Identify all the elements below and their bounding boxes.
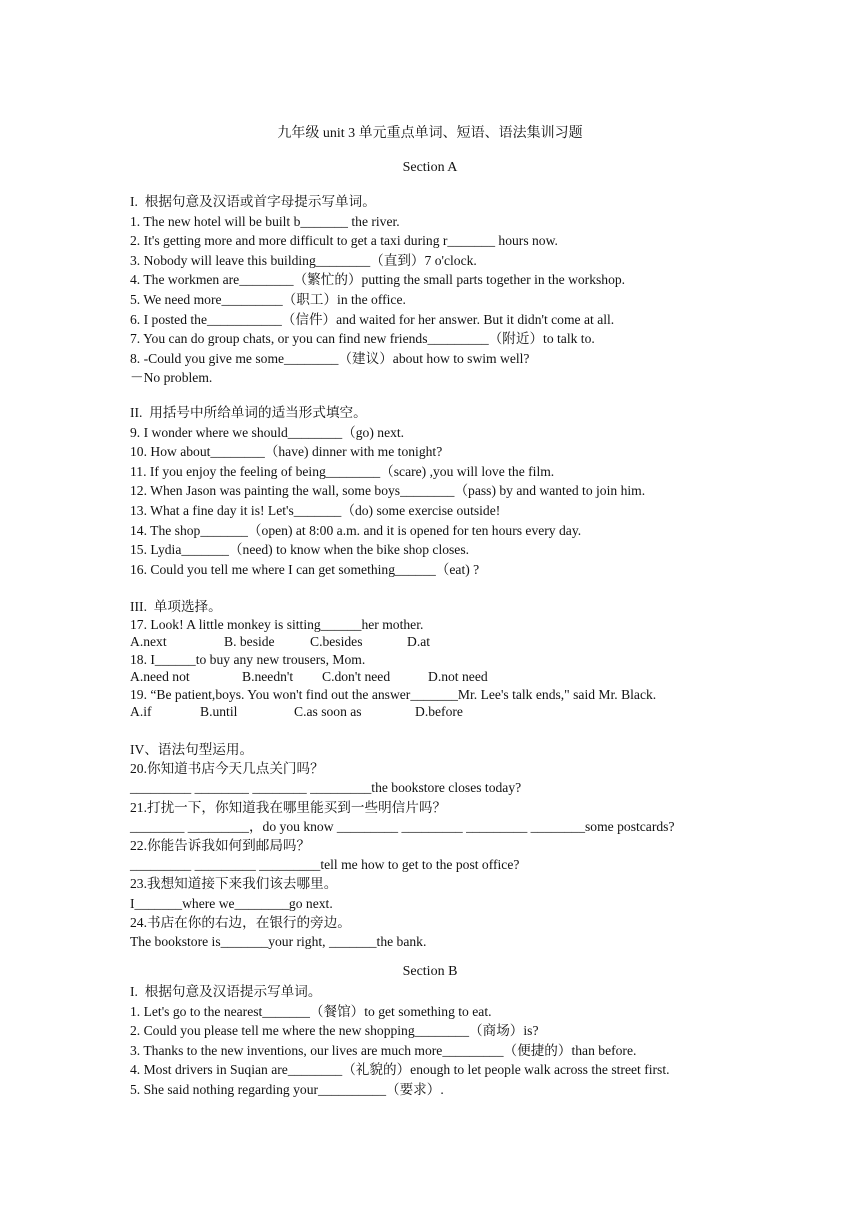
option: A.need not: [130, 669, 190, 684]
question-stem: 19. “Be patient,boys. You won't find out the answer_______Mr. Lee's talk ends," said Mr. Black.: [130, 686, 657, 702]
options-row: [130, 633, 750, 651]
option: D.at: [407, 634, 431, 649]
answer-line: _________ _________ _________tell me how to get to the post office?: [130, 857, 520, 873]
answer-line: _________ ________ ________ _________the bookstore closes today?: [130, 780, 522, 796]
part-heading: I. 根据句意及汉语提示写单词。: [130, 984, 322, 999]
option: A.next: [130, 634, 167, 649]
part-heading: I. 根据句意及汉语或首字母提示写单词。: [130, 194, 376, 209]
section-a-part4: [130, 740, 750, 951]
section-a-heading: Section A: [402, 160, 458, 175]
options-row: [130, 668, 750, 686]
section-b-part1: [130, 982, 750, 1100]
question-stem: 18. I______to buy any new trousers, Mom.: [130, 651, 366, 667]
answer-line: The bookstore is_______your right, _______the bank.: [130, 934, 427, 950]
option: B.needn't: [242, 669, 294, 684]
prompt-line: 22.你能告诉我如何到邮局吗？: [130, 838, 311, 854]
exercise-item: 1. The new hotel will be built b_______ the river.: [130, 213, 400, 229]
exercise-item: 9. I wonder where we should________（go) next.: [130, 424, 405, 440]
option: D.not need: [428, 669, 488, 684]
exercise-item: 3. Nobody will leave this building________（直到）7 o'clock.: [130, 252, 477, 268]
section-a-part3: [130, 598, 750, 721]
exercise-item: 4. Most drivers in Suqian are________（礼貌的）enough to let people walk across the street first.: [130, 1062, 670, 1078]
part-heading: IV、语法句型运用。: [130, 742, 254, 757]
exercise-item: 13. What a fine day it is! Let's_______（do) some exercise outside!: [130, 502, 501, 518]
prompt-line: 20.你知道书店今天几点关门吗？: [130, 761, 324, 777]
question-stem: 17. Look! A little monkey is sitting______her mother.: [130, 616, 424, 632]
prompt-line: 23.我想知道接下来我们该去哪里。: [130, 876, 338, 892]
exercise-item: 2. Could you please tell me where the new shopping________（商场）is?: [130, 1023, 539, 1039]
part-heading: III. 单项选择。: [130, 599, 222, 614]
exercise-item: 1. Let's go to the nearest_______（餐馆）to get something to eat.: [130, 1003, 492, 1019]
exercise-item: 14. The shop_______（open) at 8:00 a.m. and it is opened for ten hours every day.: [130, 522, 582, 538]
exercise-item: 7. You can do group chats, or you can find new friends_________（附近）to talk to.: [130, 331, 595, 347]
option: D.before: [415, 704, 463, 719]
exercise-item: 3. Thanks to the new inventions, our lives are much more_________（便捷的）than before.: [130, 1042, 637, 1058]
option: A.if: [130, 704, 152, 719]
section-a-part1: [130, 192, 750, 388]
document-title: 九年级 unit 3 单元重点单词、短语、语法集训习题: [277, 126, 583, 141]
option: C.don't need: [322, 669, 391, 684]
exercise-item: 4. The workmen are________（繁忙的）putting the small parts together in the workshop.: [130, 272, 626, 288]
exercise-item: 12. When Jason was painting the wall, some boys________（pass) by and wanted to join him.: [130, 483, 646, 499]
exercise-item: －No problem.: [130, 370, 213, 386]
option: B. beside: [224, 634, 275, 649]
option: B.until: [200, 704, 238, 719]
exercise-item: 15. Lydia_______（need) to know when the bike shop closes.: [130, 542, 470, 558]
answer-line: I_______where we________go next.: [130, 895, 333, 911]
exercise-item: 6. I posted the___________（信件）and waited for her answer. But it didn't come at all.: [130, 311, 615, 327]
answer-line: ________ _________，do you know _________ _________ _________ ________some postcards?: [130, 818, 675, 834]
prompt-line: 24.书店在你的右边，在银行的旁边。: [130, 914, 351, 930]
prompt-line: 21.打扰一下，你知道我在哪里能买到一些明信片吗？: [130, 799, 447, 815]
options-row: [130, 703, 750, 721]
part-heading: II. 用括号中所给单词的适当形式填空。: [130, 405, 367, 420]
section-a-part2: [130, 403, 750, 579]
exercise-item: 16. Could you tell me where I can get something______（eat) ?: [130, 561, 480, 577]
option: C.as soon as: [294, 704, 362, 719]
exercise-item: 11. If you enjoy the feeling of being________（scare) ,you will love the film.: [130, 463, 555, 479]
section-b-heading: Section B: [402, 964, 458, 979]
exercise-item: 5. We need more_________（职工）in the office.: [130, 291, 406, 307]
option: C.besides: [310, 634, 363, 649]
exercise-item: 10. How about________（have) dinner with me tonight?: [130, 444, 443, 460]
exercise-item: 5. She said nothing regarding your__________（要求）.: [130, 1081, 444, 1097]
exercise-item: 8. -Could you give me some________（建议）about how to swim well?: [130, 350, 530, 366]
exercise-item: 2. It's getting more and more difficult to get a taxi during r_______ hours now.: [130, 233, 558, 249]
